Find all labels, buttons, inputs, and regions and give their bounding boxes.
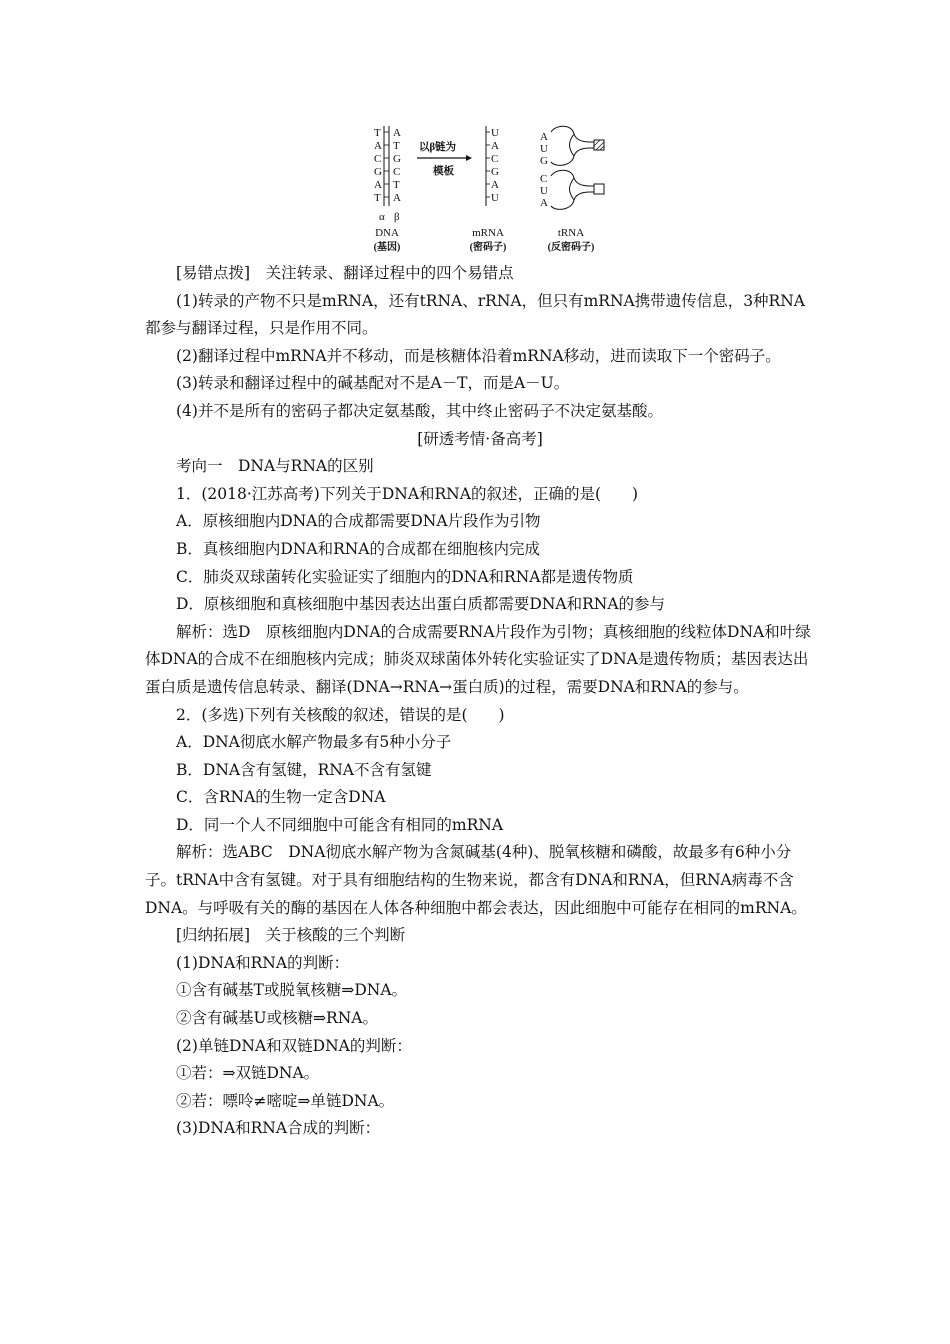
- trna-base: U: [540, 143, 548, 155]
- question-2-analysis: 解析：选ABC DNA彻底水解产物为含氮碱基(4种)、脱氧核糖和磷酸，故最多有6种小分子。tRNA中含有氢键。对于具有细胞结构的生物来说，都含有DNA和RNA，但RNA病毒不含DNA。与呼吸有关的酶的基因在人体各种细胞中都会表达，因此细胞中可能存在相同的mRNA。: [145, 843, 807, 917]
- question-2-option-b: B．DNA含有氢键，RNA不含有氢键: [176, 760, 432, 779]
- exam-direction: 考向一 DNA与RNA的区别: [176, 457, 374, 476]
- amino-acid-empty: [594, 184, 604, 194]
- dna-alpha-base: T: [374, 192, 381, 204]
- mrna-base: A: [491, 179, 499, 191]
- caption-mrna-sub: (密码子): [469, 242, 507, 253]
- mrna-base: C: [491, 153, 499, 165]
- caption-dna: DNA: [375, 227, 399, 239]
- dna-alpha-base: A: [374, 140, 382, 152]
- template-arrow: [417, 140, 472, 177]
- strand-label-beta: β: [394, 211, 400, 223]
- document-body: [145, 260, 815, 1143]
- dna-beta-base: A: [393, 127, 401, 139]
- trna-base: G: [540, 155, 548, 167]
- question-2-stem: 2．(多选)下列有关核酸的叙述，错误的是( ): [176, 705, 505, 724]
- mrna-base: U: [491, 192, 499, 204]
- error-tips-heading: [易错点拨] 关注转录、翻译过程中的四个易错点: [176, 264, 514, 282]
- summary-line: ②若：嘌呤≠嘧啶⇒单链DNA。: [176, 1091, 395, 1110]
- dna-beta-base: G: [393, 153, 401, 165]
- trna-base: C: [540, 173, 548, 185]
- summary-line: (1)DNA和RNA的判断：: [176, 953, 350, 972]
- question-2-option-c: C．含RNA的生物一定含DNA: [176, 788, 386, 807]
- transcription-diagram-svg: [360, 120, 620, 260]
- caption-dna-sub: (基因): [373, 242, 401, 253]
- caption-trna: tRNA: [557, 227, 585, 239]
- mrna-base: A: [491, 140, 499, 152]
- arrow-label-bottom: 模板: [433, 166, 454, 177]
- dna-beta-base: C: [393, 166, 401, 178]
- summary-line: ②含有碱基U或核糖⇒RNA。: [176, 1009, 378, 1028]
- summary-line: ①若：⇒双链DNA。: [176, 1064, 320, 1083]
- caption-mrna: mRNA: [472, 227, 504, 239]
- error-tip-4: (4)并不是所有的密码子都决定氨基酸，其中终止密码子不决定氨基酸。: [176, 401, 663, 420]
- summary-line: ①含有碱基T或脱氧核糖⇒DNA。: [176, 981, 408, 1000]
- error-tip-1: (1)转录的产物不只是mRNA，还有tRNA、rRNA，但只有mRNA携带遗传信息，3种RNA都参与翻译过程，只是作用不同。: [145, 291, 805, 338]
- question-1-option-a: A．原核细胞内DNA的合成都需要DNA片段作为引物: [176, 512, 541, 531]
- transcription-diagram: [360, 120, 620, 260]
- trna-base: U: [540, 185, 548, 197]
- summary-line: (2)单链DNA和双链DNA的判断：: [176, 1036, 412, 1055]
- trna-base: A: [540, 197, 548, 209]
- question-1-option-b: B．真核细胞内DNA和RNA的合成都在细胞核内完成: [176, 539, 541, 558]
- question-2-option-d: D．同一个人不同细胞中可能含有相同的mRNA: [176, 815, 504, 834]
- trna-shape-1: [551, 126, 594, 165]
- trna-base: A: [540, 131, 548, 143]
- arrow-label-top: 以β链为: [419, 142, 457, 153]
- dna-beta-base: T: [393, 179, 400, 191]
- dna-alpha-base: A: [374, 179, 382, 191]
- summary-line: (3)DNA和RNA合成的判断：: [176, 1119, 381, 1138]
- question-1-option-d: D．原核细胞和真核细胞中基因表达出蛋白质都需要DNA和RNA的参与: [176, 595, 666, 614]
- error-tip-2: (2)翻译过程中mRNA并不移动，而是核糖体沿着mRNA移动，进而读取下一个密码子。: [176, 346, 781, 365]
- amino-acid-hatched: [594, 140, 604, 150]
- dna-beta-base: T: [393, 140, 400, 152]
- question-1-analysis: 解析：选D 原核细胞内DNA的合成需要RNA片段作为引物；真核细胞的线粒体DNA和叶绿体DNA的合成不在细胞核内完成；肺炎双球菌体外转化实验证实了DNA是遗传物质；基因表达出蛋白质是遗传信息转录、翻译(DNA→RNA→蛋白质)的过程，需要DNA和RNA的参与。: [145, 622, 811, 696]
- question-1-option-c: C．肺炎双球菌转化实验证实了细胞内的DNA和RNA都是遗传物质: [176, 567, 634, 586]
- mrna-base: U: [491, 127, 499, 139]
- mrna-strand: [486, 126, 499, 206]
- dna-strands: [374, 126, 401, 223]
- trna-molecules: [540, 126, 604, 209]
- dna-alpha-base: G: [374, 166, 382, 178]
- mrna-base: G: [491, 166, 499, 178]
- dna-beta-base: A: [393, 192, 401, 204]
- question-1-stem: 1．(2018·江苏高考)下列关于DNA和RNA的叙述，正确的是( ): [176, 484, 639, 503]
- strand-label-alpha: α: [379, 211, 385, 223]
- summary-heading: [归纳拓展] 关于核酸的三个判断: [176, 926, 406, 945]
- trna-shape-2: [551, 170, 594, 209]
- caption-trna-sub: (反密码子): [547, 242, 595, 253]
- dna-alpha-base: C: [374, 153, 382, 165]
- error-tip-3: (3)转录和翻译过程中的碱基配对不是A－T，而是A－U。: [176, 374, 570, 393]
- question-2-option-a: A．DNA彻底水解产物最多有5种小分子: [176, 733, 452, 752]
- dna-alpha-base: T: [374, 127, 381, 139]
- section-title: [研透考情·备高考]: [417, 429, 543, 448]
